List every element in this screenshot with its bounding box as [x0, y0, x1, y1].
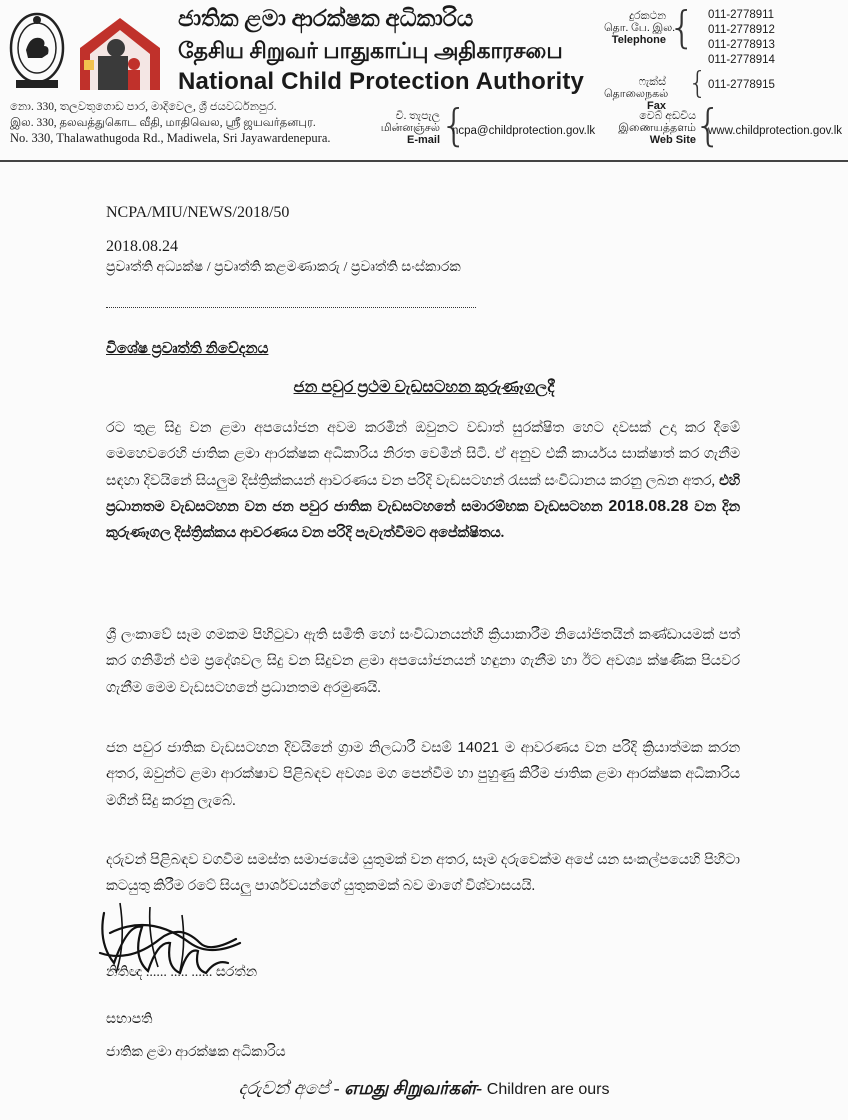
addressees: ප්‍රවෘත්ති අධ්‍යක්ෂ / ප්‍රවෘත්ති කළමණාකරු / ප්‍රවෘත්ති සංස්කාරක	[106, 260, 461, 275]
brace-icon: {	[668, 2, 696, 53]
fax-number: 011-2778915	[708, 79, 775, 91]
website-link[interactable]: www.childprotection.gov.lk	[708, 125, 843, 137]
reference-number: NCPA/MIU/NEWS/2018/50	[106, 204, 290, 221]
paragraph-4: දරුවන් පිළිබඳව වගවීම සමස්ත සමාජයේම යුතුමක් වන අතර, සෑම දරුවෙක්ම අපේ යන සංකල්පයෙහි පිහිටා කටයුතු කිරීම රටේ සියලු පාර්ශවයන්ගේ යුතුකමක් බව මාගේ විශ්වාසයයි.	[106, 852, 740, 895]
telephone-label: දුරකථන தொ. பே. இல. Telephone	[604, 10, 676, 46]
signatory-title: සභාපති	[106, 1012, 153, 1027]
paragraph-2: ශ්‍රී ලංකාවේ සෑම ගමකම පිහිටුවා ඇති සමිති හෝ සංවිධානයන්හී ක්‍රියාකාරීම නියෝජිතයින් කණ්ඩායමක් පත් කර ගනිමින් එම ප්‍රදේශවල සිදු වන සිදුවන ළමා අපයෝජනයන් හඳුනා ගැනීම හා ඊට අවශ්‍ය ක්ෂණික පියවර ගැනීම මෙම වැඩසටහනේ ප්‍රධානතම අරමුණයි.	[106, 627, 740, 696]
letter-heading: විශේෂ ප්‍රවෘත්ති නිවේදනය	[106, 341, 269, 357]
org-name-tamil: தேசிய சிறுவர் பாதுகாப்பு அதிகாரசபை	[178, 38, 563, 63]
telephone-numbers: 011-2778911 011-2778912 011-2778913 011-2778914	[708, 9, 775, 66]
paragraph-3: ජන පවුර ජාතික වැඩසටහන දිවයිනේ ග්‍රාම නිලධාරී වසම් 14021 ම ආවරණය වන පරිදි ක්‍රියාත්මක කරන අතර, ඔවුන්ට ළමා ආරක්ෂාව පිළිබඳව අවශ්‍ය මග පෙන්වීම හා පුහුණු කිරීම ජාතික ළමා ආරක්ෂක අධිකාරිය මගින් සිදු කරනු ලැබේ.	[106, 739, 740, 809]
header-divider	[0, 160, 848, 162]
national-emblem-icon	[8, 10, 66, 92]
brace-icon: {	[688, 66, 708, 101]
email-label: වි. තැපැල மின்னஞ்சல் E-mail	[380, 110, 440, 146]
dotted-line	[106, 307, 476, 308]
email-address[interactable]: ncpa@childprotection.gov.lk	[452, 125, 596, 137]
letter-subheading: ජන පවුර ප්‍රථම වැඩසටහන කුරුණෑගලදී	[293, 379, 555, 396]
signatory-organization: ජාතික ළමා ආරක්ෂක අධිකාරිය	[106, 1045, 286, 1060]
fax-label: ෆැක්ස් தொலைநகல் Fax	[604, 76, 669, 112]
org-name-sinhala: ජාතික ළමා ආරක්ෂක අධිකාරිය	[178, 6, 474, 31]
brace-icon: {	[440, 100, 468, 151]
brace-icon: {	[694, 100, 722, 151]
paragraph-1: රට තුළ සිදු වන ළමා අපයෝජන අවම කරමින් ඔවුනට වඩාත් සුරක්ෂිත හෙට දවසක් උදා කර දීමේ මෙහෙවරෙහි ජාතික ළමා ආරක්ෂක අධිකාරිය නිරත වෙමින් සිටී. ඒ අනුව එකී කාර්යය සාක්ෂාත් කර ගැනීම සඳහා දිවයිනේ සියලුම දිස්ත්‍රික්කයන් ආවරණය වන පරිදි වැඩසටහන් රැසක් සංවිධානය කරනු ලබන අතර, එහි ප්‍රධානතම වැඩසටහන වන ජන පවුර ජාතික වැඩසටහනේ සමාරම්භක වැඩසටහන 2018.08.28 වන දින කුරුණෑගල දිස්ත්‍රික්කය ආවරණය වන පරිදි පැවැත්වීමට අපේක්ෂිතය.	[106, 420, 740, 542]
ncpa-logo-icon	[72, 12, 168, 94]
letter-date: 2018.08.24	[106, 238, 178, 255]
signatory-name: නිතිඥ ...... ..... ...... සරත්න	[106, 965, 258, 980]
footer-slogan: දරුවන් අපේ - எமது சிறுவர்கள்- Children are ours	[238, 1078, 610, 1098]
org-name-english: National Child Protection Authority	[178, 68, 585, 95]
website-label: වෙබ් අඩවිය இணையத்தளம் Web Site	[618, 110, 696, 146]
address-block: නො. 330, තලවතුගොඩ පාර, මාදිවෙල, ශ්‍රී ජයවර්ධනපුර. இல. 330, தலவத்துகொட வீதி, மாதிவெல, ஸ்ரீ ஜயவர்தனபுர. No. 330, Thalawathugoda Rd., Madiwela, Sri Jayawardenepura.	[10, 101, 331, 145]
